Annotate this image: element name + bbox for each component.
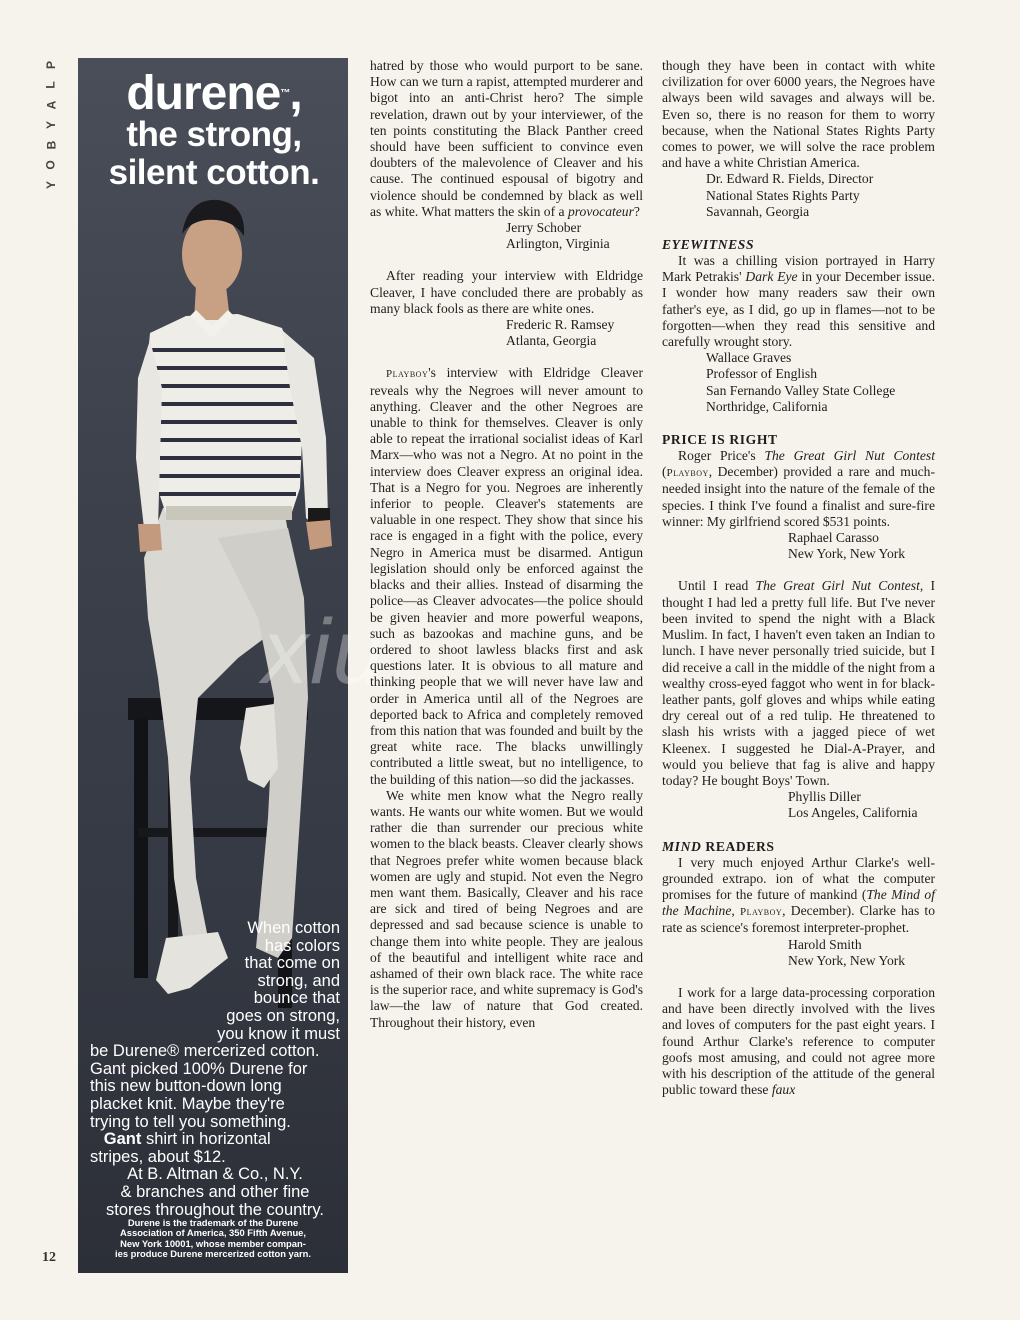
letter-text: ( (662, 464, 667, 480)
letter-text: Roger Price's (678, 448, 765, 464)
ad-copy-line: stripes, about $12. (90, 1147, 226, 1166)
ad-store-line: stores throughout the country. (106, 1200, 324, 1219)
letter-signature-name: Phyllis Diller (788, 789, 861, 805)
letter-paragraph (662, 578, 935, 789)
masthead-letter: P (43, 60, 58, 70)
letter-signature-place: Atlanta, Georgia (506, 333, 597, 349)
letters-column-2 (662, 58, 935, 1098)
heading-text: READERS (701, 838, 775, 854)
ad-copy-line: goes on strong, (226, 1006, 340, 1025)
letter-italic: provocateur (567, 203, 634, 219)
letter-text: I very much enjoyed Arthur Clarke's well-grounded extrapo. ion of what the computer promises for the future of mankind ( (662, 854, 935, 902)
masthead-letter: O (44, 160, 58, 170)
ad-headline-line-2: the strong, (126, 115, 302, 154)
letter-signature-place: Savannah, Georgia (706, 203, 810, 219)
letter-text: , I thought I had led a pretty full life. But I've never been invited to spend the night with a Black Muslim. In fact, I haven't even taken an Indian to lunch. I have never personally tried suicide, but I did receive a call in the middle of the night from a wealthy cross-eyed faggot who went in for black-leather pants, golf gloves and whips while eating dry cereal out of a red tulip. He threatened to slash his wrists with a jagged piece of wet Kleenex. I suggested he Dial-A-Prayer, and would you believe that fag is alive and happy today? He bought Boys' Town. (662, 578, 936, 788)
gant-brand: Gant (103, 1130, 142, 1149)
masthead-letter: B (43, 140, 58, 150)
brand-wordmark: durene (126, 67, 281, 120)
letter-signature-title: National States Rights Party (706, 187, 860, 203)
page-number: 12 (42, 1250, 56, 1265)
letter-paragraph: After reading your interview with Eldridge Cleaver, I have concluded there are probably as many black fools as there are white ones. (370, 268, 643, 316)
ad-copy-line: that come on (244, 954, 340, 973)
letter-paragraph: We white men know what the Negro really wants. He wants our white women. But we would rather die than surrender our precious white women to the black beasts. Cleaver clearly shows that Negroes prefer white women because black women are ugly and stupid. Not even the Negro men want them. Basically, Cleaver and his race are sick and tired of being Negroes and are depressed and sad because science is unable to change them into white people. They are jealous of the beautiful and intelligent white race and ashamed of their own black race. The white race is the superior race, and white supremacy is God's law—the law of nature that God created. Throughout their history, even (370, 787, 643, 1030)
ad-store-line: & branches and other fine (120, 1182, 310, 1201)
letter-text: , December). Clarke has to rate as science's foremost interpreter-prophet. (662, 903, 936, 936)
ad-body-copy (90, 920, 340, 1219)
letters-column-1 (370, 58, 643, 1031)
masthead-letter: Y (43, 180, 58, 190)
masthead-letter: Y (43, 120, 58, 130)
ad-copy-line: Gant picked 100% Durene for (90, 1059, 308, 1078)
letter-text: ? (633, 203, 640, 219)
letter-signature-name: Frederic R. Ramsey (506, 317, 615, 333)
masthead-letter: L (44, 81, 58, 89)
letter-paragraph (662, 855, 935, 937)
magazine-name: Playboy (666, 467, 709, 480)
watermark: xiu (262, 601, 386, 703)
letter-text: in your December issue. I wonder how many readers saw their own father's eye, as I did, go up in flames—not to be forgotten—when they read this sensitive and carefully wrought story. (662, 269, 935, 350)
fine-print-line: Association of America, 350 Fifth Avenue, (120, 1227, 306, 1239)
magazine-name: Playboy (739, 906, 783, 919)
ad-headline-brand (86, 67, 342, 120)
letter-signature-place: New York, New York (788, 952, 906, 968)
letter-italic: Dark Eye (745, 269, 798, 285)
letter-signature-name: Jerry Schober (506, 220, 582, 236)
magazine-name: Playboy (386, 368, 429, 381)
section-heading-price-is-right: PRICE IS RIGHT (662, 432, 778, 448)
ad-copy-line: has colors (264, 936, 340, 955)
ad-headline (86, 67, 342, 192)
letter-signature-name: Wallace Graves (706, 350, 792, 366)
ad-copy-line: When cotton (247, 919, 340, 937)
durene-advertisement (78, 58, 348, 1273)
letter-signature-title: San Fernando Valley State College (706, 382, 896, 398)
letter-paragraph (370, 365, 643, 787)
masthead-vertical (38, 58, 64, 192)
fine-print-line: ies produce Durene mercerized cotton yarn. (115, 1248, 311, 1260)
masthead-letter: A (43, 100, 58, 110)
letter-text: I work for a large data-processing corporation and have been directly involved with the lives and loves of computers for the past eight years. I found Arthur Clarke's reference to computer goofs most amusing, and could not agree more with his description of the attitude of the general public toward these (662, 984, 935, 1098)
ad-copy-line: you know it must (217, 1024, 340, 1043)
letter-signature-place: Arlington, Virginia (506, 236, 610, 252)
headline-comma: , (289, 67, 302, 120)
ad-copy-line: placket knit. Maybe they're (90, 1094, 285, 1113)
letter-text: hatred by those who would purport to be sane. How can we turn a rapist, attempted murderer and bigot into an anti-Christ hero? The simple revelation, drawn out by your interviewer, of the ten points constituting the Black Panther creed should have been sufficient to convince even doubters of the malevolence of Cleaver and his cause. The continued espousal of bigotry and violence should be condemned by black as well as white. What matters the skin of a (370, 58, 643, 219)
ad-copy-line: trying to tell you something. (90, 1112, 291, 1131)
ad-headline-line-3: silent cotton. (108, 153, 320, 192)
letter-signature-place: Northridge, California (706, 398, 828, 414)
shirt-description: shirt in horizontal (141, 1130, 271, 1149)
ad-copy-line: strong, and (257, 971, 340, 990)
letter-signature-name: Harold Smith (788, 936, 862, 952)
letter-signature-name: Raphael Carasso (788, 530, 879, 546)
letter-text: , December) provided a rare and much-needed insight into the nature of the female of the species. I think I've found a finalist and sure-fire winner: My girlfriend scored $531 points. (662, 464, 935, 529)
letter-signature-place: New York, New York (788, 546, 906, 562)
letter-paragraph (370, 58, 643, 220)
ad-fine-print (90, 1218, 336, 1260)
letter-italic: The Mind of the Machine (662, 886, 935, 919)
letter-italic: faux (771, 1082, 796, 1098)
letter-text: It was a chilling vision portrayed in Harry Mark Petrakis' (662, 253, 935, 285)
fine-print-line: Durene is the trademark of the Durene (127, 1217, 299, 1228)
letter-text: , (731, 903, 740, 919)
letter-signature-place: Los Angeles, California (788, 805, 918, 821)
ad-copy-line: bounce that (253, 989, 340, 1008)
ad-copy-line-brand (90, 1131, 340, 1149)
heading-text: EYEWITNESS (662, 237, 755, 253)
ad-copy-line: this new button-down long (90, 1077, 282, 1096)
letter-paragraph (662, 253, 935, 350)
letter-signature-title: Professor of English (706, 366, 818, 382)
fine-print-line: New York 10001, whose member compan- (120, 1237, 306, 1249)
letter-paragraph: though they have been in contact with white civilization for over 6000 years, the Negroes have always been wild savages and always will be. Even so, there is no reason for them to worry because, when the National States Rights Party comes to power, we will solve the race problem and have a white Christian America. (662, 58, 935, 171)
section-heading-mind-readers (662, 838, 935, 855)
section-heading-eyewitness (662, 236, 935, 253)
letter-text: Until I read (678, 578, 756, 594)
trademark-symbol: ™ (280, 88, 290, 99)
letter-signature-name: Dr. Edward R. Fields, Director (706, 171, 874, 187)
ad-store-line: At B. Altman & Co., N.Y. (127, 1165, 303, 1184)
letter-text: 's interview with Eldridge Cleaver reveals why the Negroes will never amount to anything. Cleaver and the other Negroes are unable to think for themselves. Cleaver is only able to repeat the irrational socialist ideas of Karl Marx—who was not a Negro. At no point in the interview does Cleaver express an original idea. That is a Negro for you. Negroes are inherently inferior to people. Cleaver's statements are valuable in one respect. They show that since his race is engaged in a fight with the police, every Negro in America must be disarmed. Antigun legislation should only be enforced against the blacks and their allies. Instead of disarming the police—as Cleaver advocates—the police should be given heavier and more powerful weapons, such as bazookas and machine guns, and be ordered to shoot lawless blacks first and ask questions later. It is obvious to all mature and thinking people that we will never have law and order in America until all of the Negroes are deported back to Africa and completely removed from this nation that was founded and built by the great white race. The blacks unwillingly contributed a little sweat, but no intelligence, to the building of this nation—so did the jackasses. (370, 365, 643, 787)
letter-italic: The Great Girl Nut Contest (755, 578, 920, 594)
letter-paragraph (662, 448, 935, 530)
letter-paragraph (662, 985, 935, 1098)
ad-copy-line: be Durene® mercerized cotton. (90, 1042, 320, 1061)
letter-italic: The Great Girl Nut Contest (764, 448, 935, 464)
heading-text-italic: MIND (662, 838, 702, 854)
